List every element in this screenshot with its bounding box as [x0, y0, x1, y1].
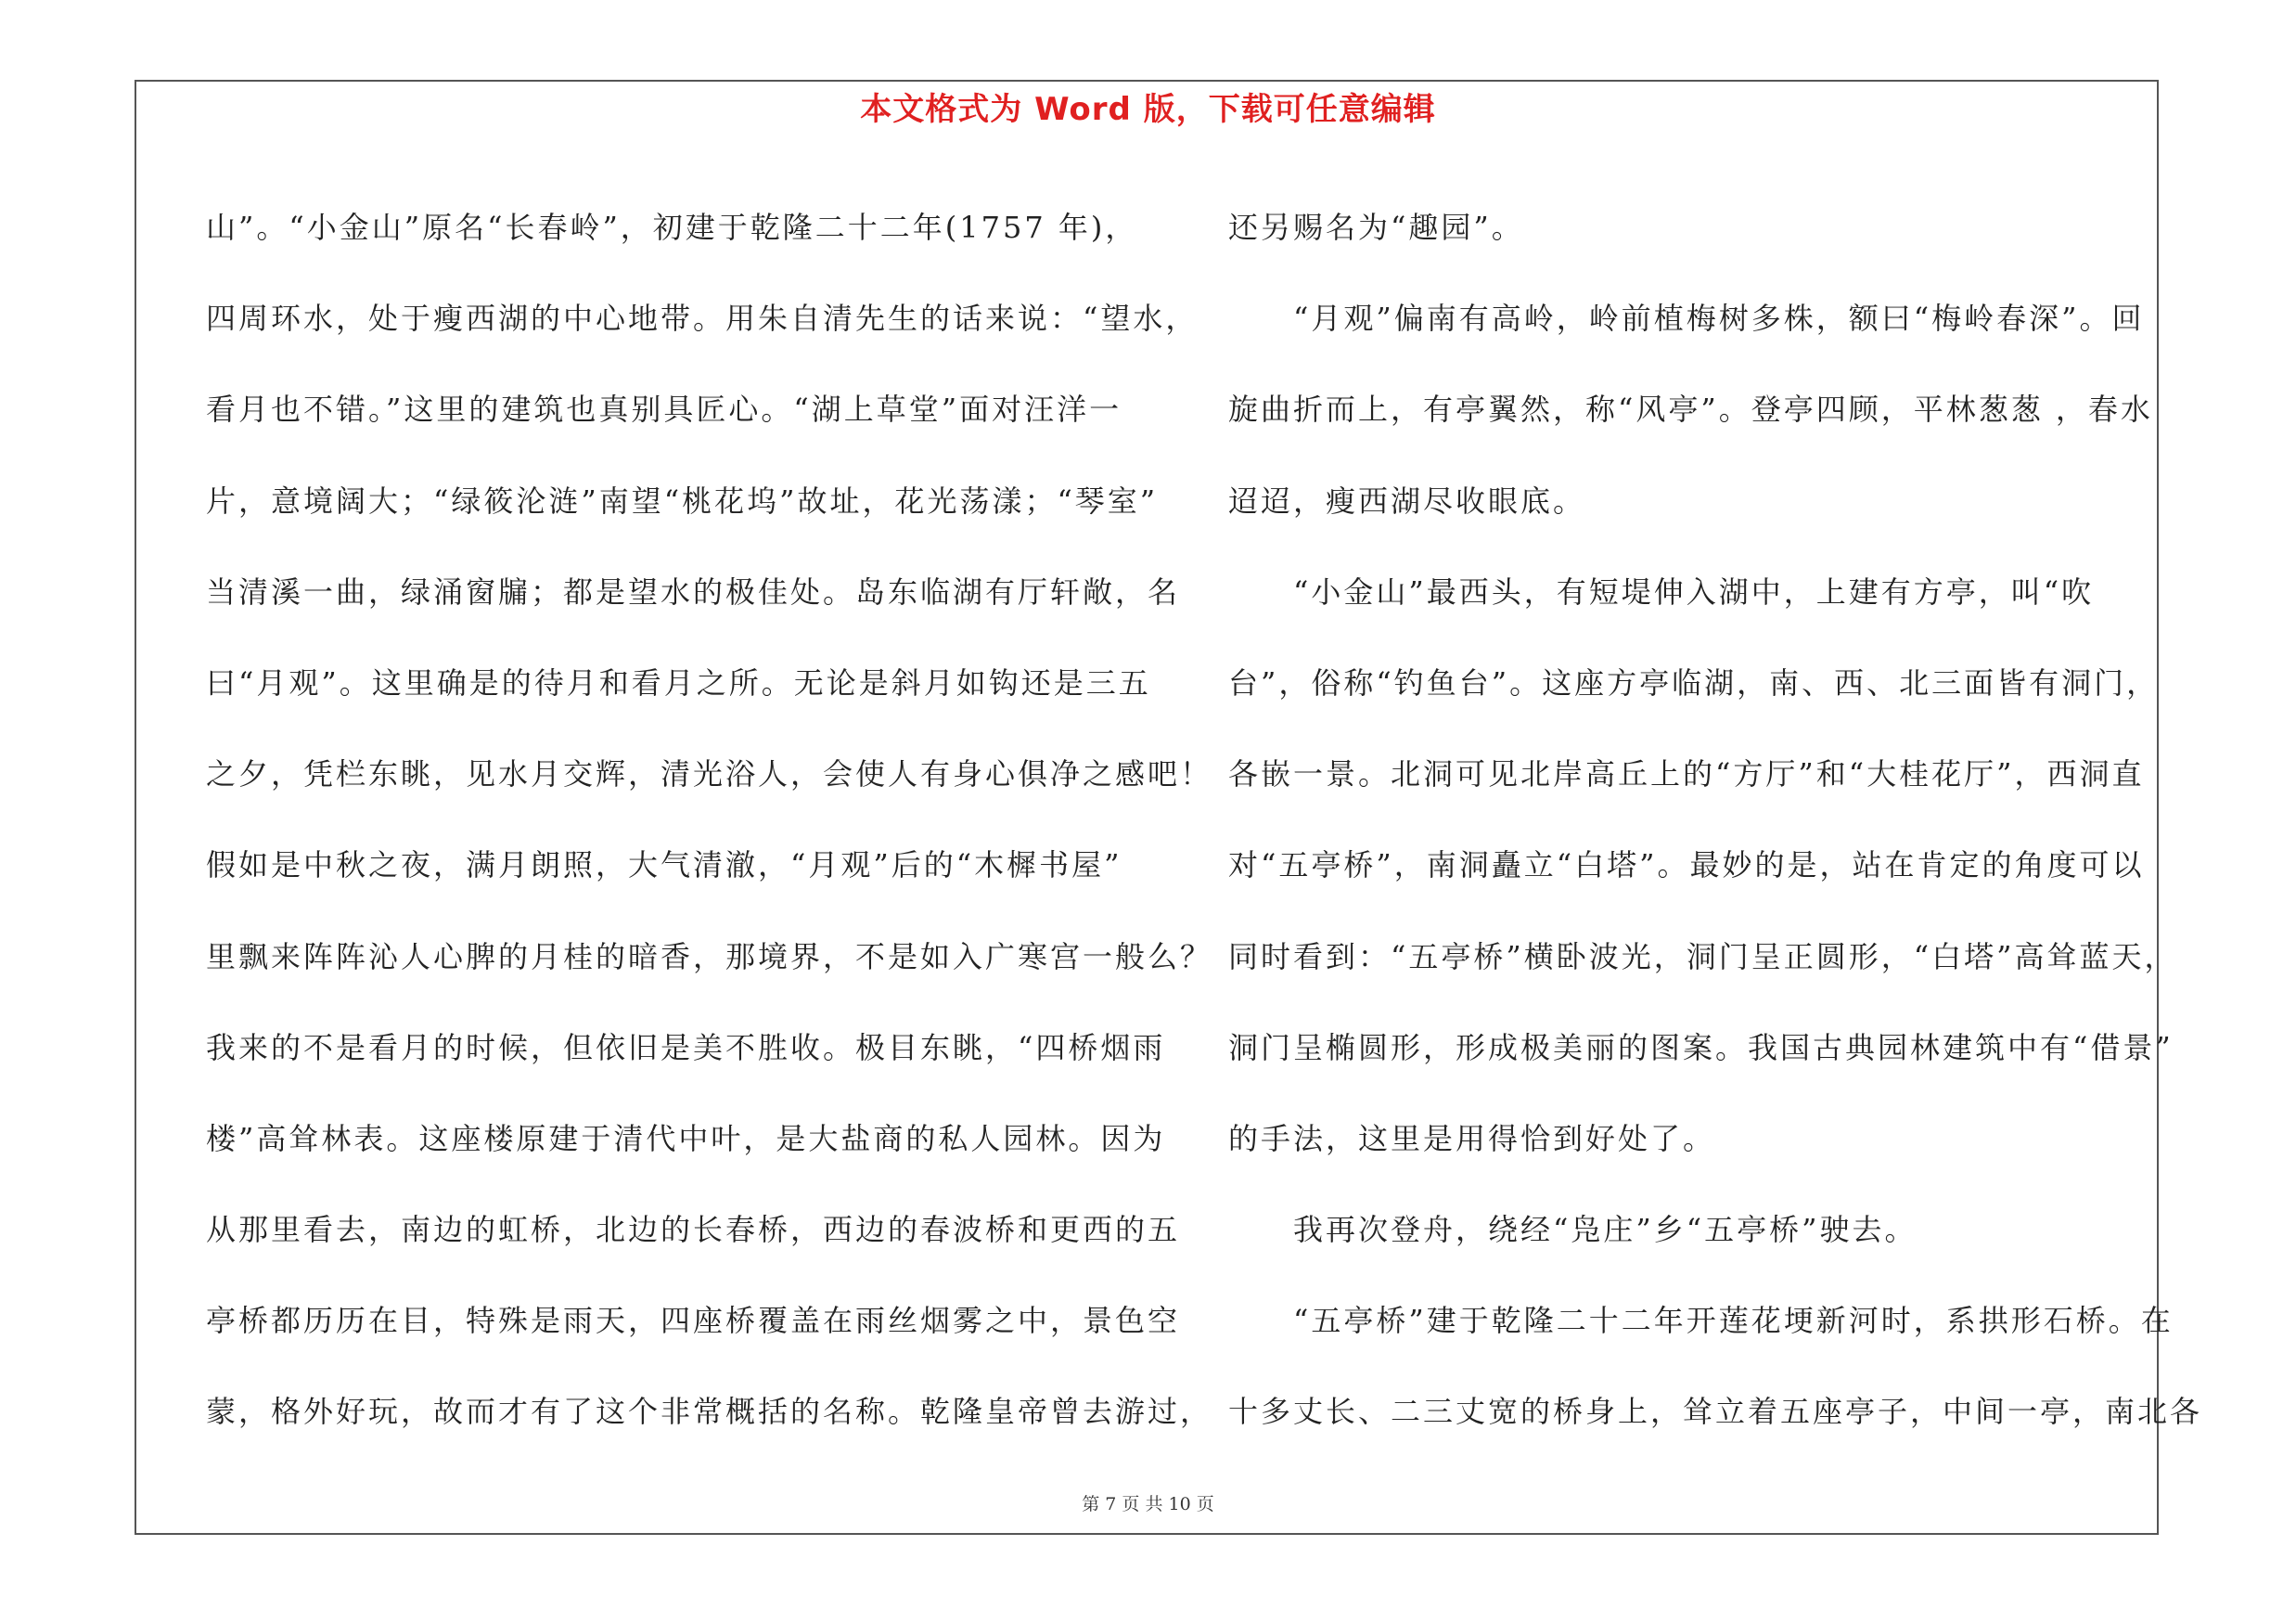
text-line: 楼”高耸林表。这座楼原建于清代中叶，是大盐商的私人园林。因为 — [206, 1120, 1166, 1156]
text-line: 看月也不错。”这里的建筑也真别具匠心。“湖上草堂”面对汪洋一 — [206, 392, 1122, 428]
text-line: 迢迢，瘦西湖尽收眼底。 — [1228, 483, 1586, 519]
text-line: 的手法，这里是用得恰到好处了。 — [1228, 1120, 1716, 1156]
right-text-column — [1228, 182, 2203, 1458]
text-line: 曰“月观”。这里确是的待月和看月之所。无论是斜月如钩还是三五 — [206, 664, 1151, 701]
text-line: 旋曲折而上，有亭翼然，称“风亭”。登亭四顾，平林葱葱 ，春水 — [1228, 392, 2153, 428]
text-line: 台”，俗称“钓鱼台”。这座方亭临湖，南、西、北三面皆有洞门， — [1228, 664, 2160, 701]
text-line: 对“五亭桥”，南洞矗立“白塔”。最妙的是，站在肯定的角度可以 — [1228, 847, 2145, 883]
text-line: 各嵌一景。北洞可见北岸高丘上的“方厅”和“大桂花厅”，西洞直 — [1228, 756, 2145, 792]
text-line: 四周环水，处于瘦西湖的中心地带。用朱自清先生的话来说：“望水， — [206, 301, 1199, 337]
text-line: 还另赐名为“趣园”。 — [1228, 210, 1524, 245]
text-line: 之夕，凭栏东眺，见水月交辉，清光浴人，会使人有身心俱净之感吧！ — [206, 756, 1213, 792]
text-line: 当清溪一曲，绿涌窗牖；都是望水的极佳处。岛东临湖有厅轩敞，名 — [206, 573, 1181, 610]
text-line: 洞门呈椭圆形，形成极美丽的图案。我国古典园林建筑中有“借景” — [1228, 1029, 2174, 1065]
text-line: 十多丈长、二三丈宽的桥身上，耸立着五座亭子，中间一亭，南北各 — [1228, 1394, 2203, 1430]
text-line: 我来的不是看月的时候，但依旧是美不胜收。极目东眺，“四桥烟雨 — [206, 1029, 1166, 1065]
text-line: 假如是中秋之夜，满月朗照，大气清澈，“月观”后的“木樨书屋” — [206, 847, 1122, 883]
text-line: 我再次登舟，绕经“凫庄”乡“五亭桥”驶去。 — [1228, 1212, 1918, 1248]
text-line: 片，意境阔大；“绿筱沦涟”南望“桃花坞”故址，花光荡漾；“琴室” — [206, 483, 1159, 519]
text-line: 同时看到：“五亭桥”横卧波光，洞门呈正圆形，“白塔”高耸蓝天， — [1228, 938, 2177, 974]
text-line: “小金山”最西头，有短堤伸入湖中，上建有方亭，叫“吹 — [1228, 573, 2095, 610]
header-banner: 本文格式为 Word 版，下载可任意编辑 — [860, 91, 1436, 128]
text-line: 里飘来阵阵沁人心脾的月桂的暗香，那境界，不是如入广寒宫一般么？ — [206, 938, 1213, 974]
text-line: “五亭桥”建于乾隆二十二年开莲花埂新河时，系拱形石桥。在 — [1228, 1303, 2174, 1339]
text-line: 蒙，格外好玩，故而才有了这个非常概括的名称。乾隆皇帝曾去游过， — [206, 1394, 1213, 1430]
text-line: 从那里看去，南边的虹桥，北边的长春桥，西边的春波桥和更西的五 — [206, 1212, 1181, 1248]
page-number-footer: 第 7 页 共 10 页 — [1082, 1494, 1214, 1514]
text-line: 亭桥都历历在目，特殊是雨天，四座桥覆盖在雨丝烟雾之中，景色空 — [206, 1303, 1181, 1339]
text-line: 山”。“小金山”原名“长春岭”，初建于乾隆二十二年(1757 年)， — [206, 210, 1138, 245]
text-line: “月观”偏南有高岭，岭前植梅树多株，额曰“梅岭春深”。回 — [1228, 301, 2145, 337]
left-text-column — [206, 182, 1213, 1458]
